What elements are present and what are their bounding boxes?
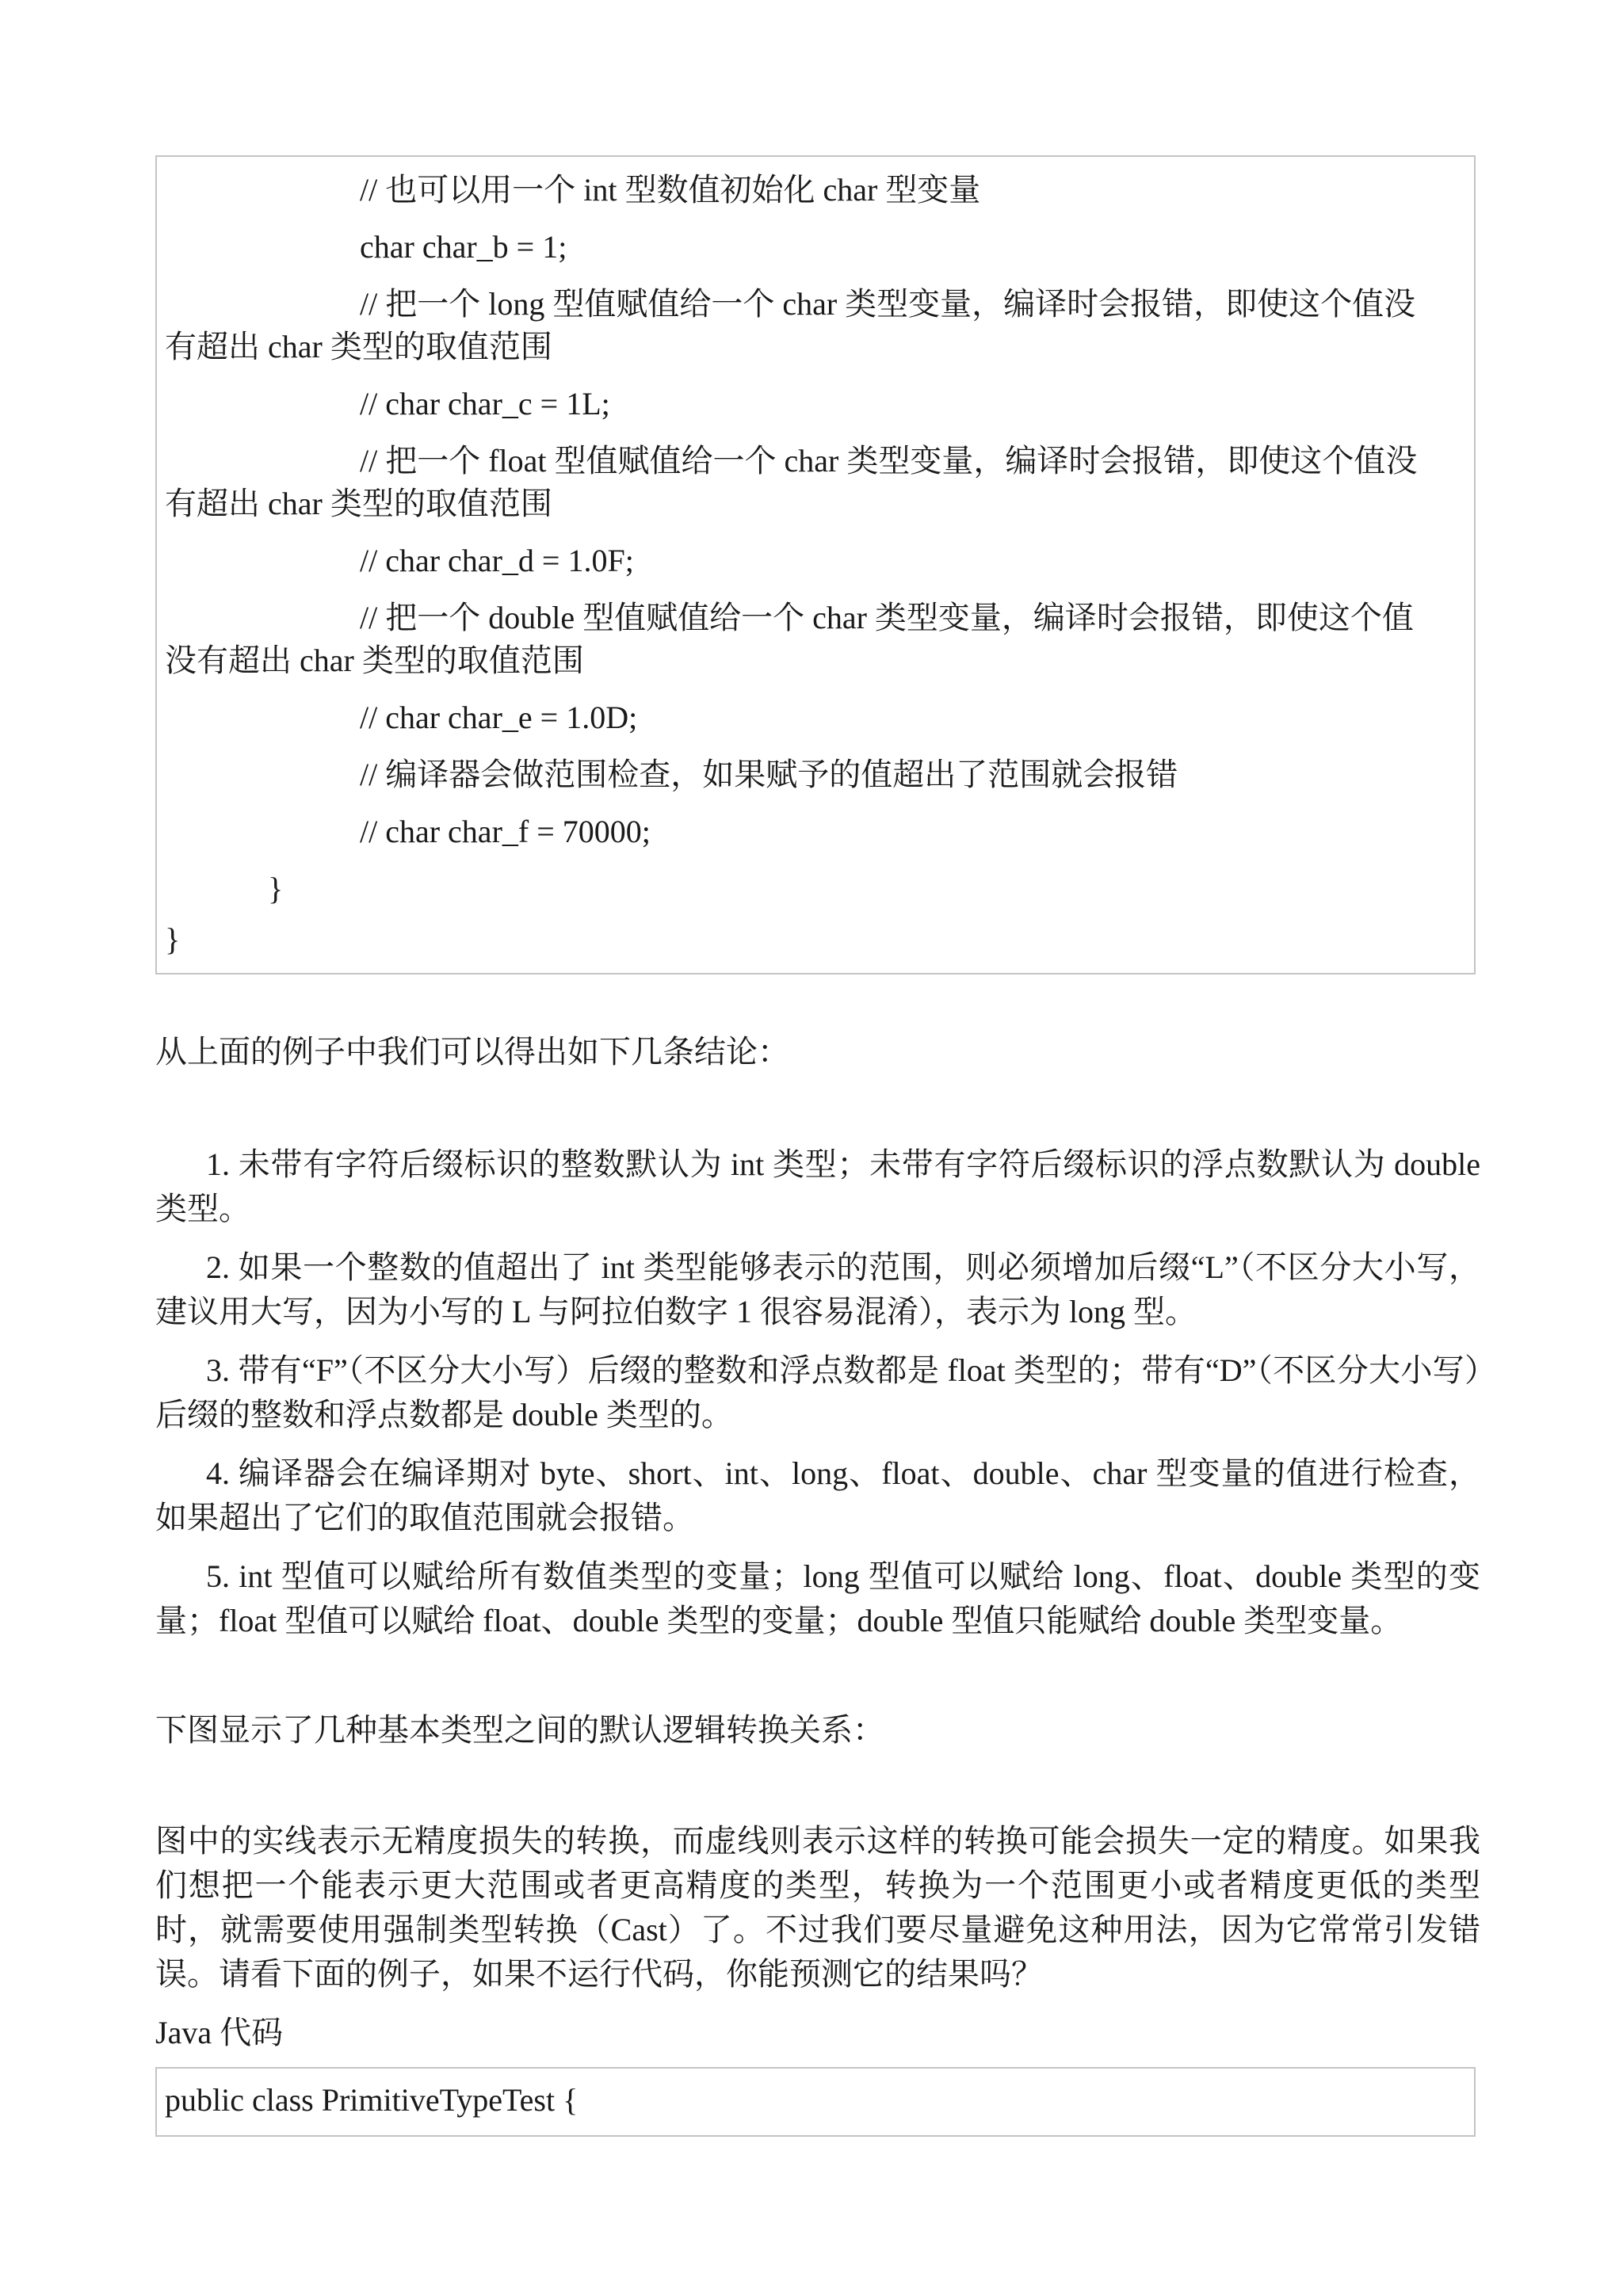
code-comment-continuation: 有超出 char 类型的取值范围	[165, 329, 552, 364]
code-comment: // char char_e = 1.0D;	[360, 700, 638, 735]
code-class-declaration: public class PrimitiveTypeTest {	[165, 2082, 579, 2118]
conclusion-item-4: 4. 编译器会在编译期对 byte、short、int、long、float、double、char 型变量的值进行检查，如果超出了它们的取值范围就会报错。	[155, 1455, 1480, 1535]
code-comment: // 也可以用一个 int 型数值初始化 char 型变量	[360, 172, 981, 208]
code-comment-continuation: 没有超出 char 类型的取值范围	[165, 643, 584, 678]
code-comment: // 编译器会做范围检查，如果赋予的值超出了范围就会报错	[360, 757, 1178, 792]
figure-intro: 下图显示了几种基本类型之间的默认逻辑转换关系：	[155, 1712, 884, 1748]
conclusion-item-1: 1. 未带有字符后缀标识的整数默认为 int 类型；未带有字符后缀标识的浮点数默认为 double 类型。	[155, 1146, 1480, 1226]
code-comment: // 把一个 float 型值赋值给一个 char 类型变量，编译时会报错，即使这个值没	[360, 443, 1418, 479]
code-comment: // char char_c = 1L;	[360, 386, 610, 421]
code-closing-brace: }	[165, 921, 181, 957]
conclusion-intro: 从上面的例子中我们可以得出如下几条结论：	[155, 1034, 789, 1070]
code-comment: // 把一个 double 型值赋值给一个 char 类型变量，编译时会报错，即使这个值	[360, 600, 1414, 635]
code-block	[155, 2067, 1476, 2137]
code-closing-brace: }	[268, 871, 284, 906]
code-comment: // char char_d = 1.0F;	[360, 543, 634, 578]
conclusion-item-5: 5. int 型值可以赋给所有数值类型的变量；long 型值可以赋给 long、float、double 类型的变量；float 型值可以赋给 float、double 类型的变量；double 型值只能赋给 double 类型变量。	[155, 1558, 1480, 1638]
cast-paragraph: 图中的实线表示无精度损失的转换，而虚线则表示这样的转换可能会损失一定的精度。如果我们想把一个能表示更大范围或者更高精度的类型，转换为一个范围更小或者精度更低的类型时，就需要使用强制类型转换（Cast）了。不过我们要尽量避免这种用法，因为它常常引发错误。请看下面的例子，如果不运行代码，你能预测它的结果吗？	[155, 1823, 1480, 1992]
code-label: Java 代码	[155, 2015, 284, 2050]
conclusion-item-2: 2. 如果一个整数的值超出了 int 类型能够表示的范围，则必须增加后缀“L”（不区分大小写，建议用大写，因为小写的 L 与阿拉伯数字 1 很容易混淆），表示为 long 型。	[155, 1249, 1480, 1329]
code-block	[155, 155, 1476, 974]
code-comment: // 把一个 long 型值赋值给一个 char 类型变量，编译时会报错，即使这个值没	[360, 286, 1416, 322]
code-comment-continuation: 有超出 char 类型的取值范围	[165, 486, 552, 521]
conclusion-item-3: 3. 带有“F”（不区分大小写）后缀的整数和浮点数都是 float 类型的；带有“D”（不区分大小写）后缀的整数和浮点数都是 double 类型的。	[155, 1352, 1480, 1432]
code-statement: char char_b = 1;	[360, 229, 567, 265]
code-comment: // char char_f = 70000;	[360, 814, 651, 849]
